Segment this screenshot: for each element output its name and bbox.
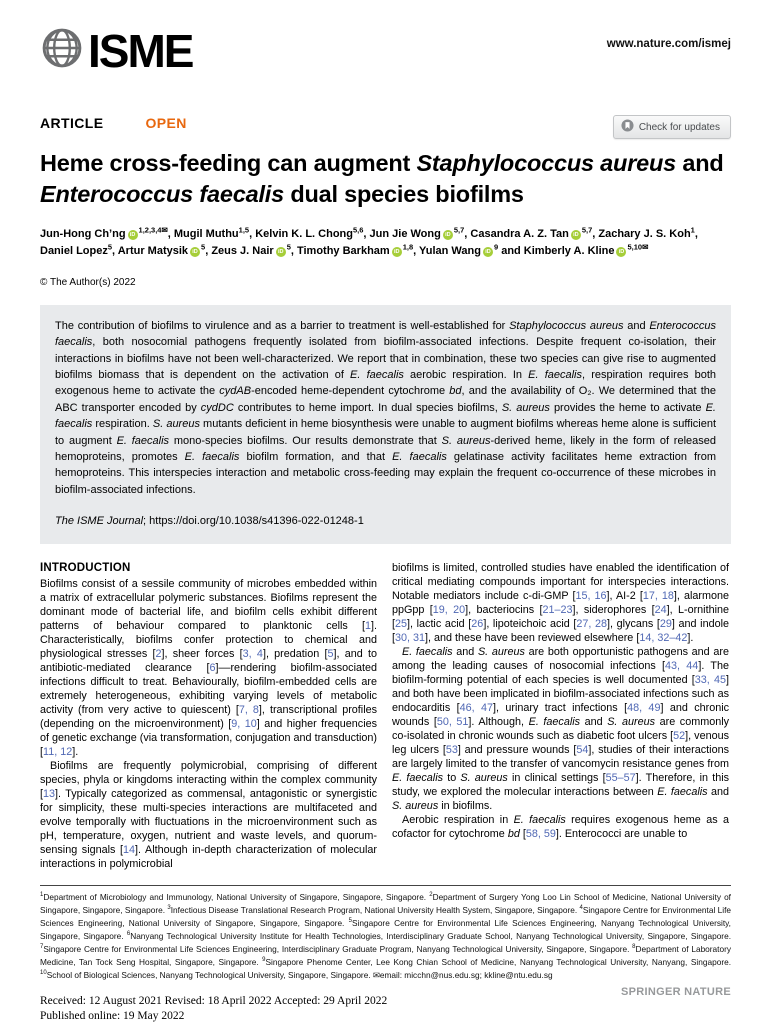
isme-logo — [40, 26, 192, 75]
body-paragraph: biofilms is limited, controlled studies have enabled the identification of critical mediating compounds important for interspecies interactions. Notable mediators include c-di-GMP [15, 16], AI-2 [17, 18], alarmone ppGpp [19, 20], bacteriocins [21–23], siderophores [24], L-ornithine [25], lactic acid [26], lipoteichoic acid [27, 28], glycans [29] and indole [30, 31], and these have been reviewed elsewhere [14, 32–42]. — [392, 561, 729, 644]
reference-link[interactable]: 55–57 — [605, 771, 636, 784]
reference-link[interactable]: 50, 51 — [436, 715, 469, 728]
body-paragraph: Biofilms consist of a sessile community of microbes embedded within a matrix of extracellular polymeric substances. Biofilms represent the dominant mode of bacterial life, and biofilm cells exhibit different patterns of behaviour compared to planktonic cells [1]. Characteristically, biofilms confer protection to chemical and physiological stresses [2], sheer forces [3, 4], predation [5], and to antibiotic-mediated clearance [6]––rendering biofilm-associated infections difficult to treat. Behaviourally, biofilm-embedded cells are extremely heterogeneous, exhibiting varying levels of metabolic activity (from very active to quiescent) [7, 8], transcriptional profiles (depending on the microenvironment) [9, 10] and higher frequencies of genetic exchange (via transformation, conjugation and transduction) [11, 12]. — [40, 577, 378, 758]
reference-link[interactable]: 1 — [364, 619, 371, 632]
reference-link[interactable]: 5 — [327, 647, 334, 660]
published-online-line: Published online: 19 May 2022 — [40, 1009, 185, 1022]
body-paragraph: Biofilms are frequently polymicrobial, comprising of different species, phyla or kingdoms interacting within the complex community [13]. Typically categorized as commensal, antagonistic or synergistic for simplicity, these multi-species interactions are multifaceted and evolve temporally with fluctuations in the microenvironment such as pH, temperature, oxygen, nutrient and waste levels, and quorum-sensing signals [14]. Although in-depth characterization of molecular interactions in polymicrobial — [40, 759, 377, 870]
reference-link[interactable]: 48, 49 — [627, 701, 661, 714]
open-access-label: OPEN — [145, 115, 187, 131]
footnote-divider — [40, 885, 731, 886]
right-column-paragraphs — [392, 561, 729, 841]
abstract-box — [40, 305, 731, 544]
right-column — [392, 561, 729, 871]
orcid-icon[interactable]: iD — [392, 247, 402, 257]
page-header — [40, 26, 731, 75]
orcid-icon[interactable]: iD — [190, 247, 200, 257]
reference-link[interactable]: 26 — [471, 617, 484, 630]
left-column-paragraphs — [40, 577, 377, 871]
reference-link[interactable]: 43, 44 — [665, 659, 699, 672]
reference-link[interactable]: 14 — [123, 843, 136, 856]
abstract-text: The contribution of biofilms to virulence and as a barrier to treatment is well-established for Staphylococcus aureus and Enterococcus faecalis, both nosocomial pathogens frequently isolated from biofilm-associated infections. Despite frequent co-isolation, their interactions in biofilms have not been well-characterized. We report that in combination, these two species can give rise to augmented biofilms biomass that is dependent on the activation of E. faecalis aerobic respiration. In E. faecalis, respiration requires both exogenous heme to activate the cydAB-encoded heme-dependent cytochrome bd, and the availability of O₂. We determined that the ABC transporter encoded by cydDC contributes to heme import. In dual species biofilms, S. aureus provides the heme to activate E. faecalis respiration. S. aureus mutants deficient in heme biosynthesis were unable to augment biofilms whereas heme alone is sufficient to augment E. faecalis mono-species biofilms. Our results demonstrate that S. aureus-derived heme, likely in the form of released hemoproteins, promotes E. faecalis biofilm formation, and that E. faecalis gelatinase activity facilitates heme extraction from hemoproteins. This interspecies interaction and metabolic cross-feeding may explain the frequent co-occurrence of these microbes in biofilm-associated infections. — [55, 319, 717, 496]
reference-link[interactable]: 52 — [673, 729, 686, 742]
reference-link[interactable]: 53 — [445, 743, 458, 756]
reference-link[interactable]: 9, 10 — [231, 717, 257, 730]
journal-url[interactable]: www.nature.com/ismej — [606, 38, 731, 50]
reference-link[interactable]: 24 — [654, 603, 667, 616]
springer-nature-logo: SPRINGER NATURE — [620, 986, 731, 998]
left-column — [40, 561, 377, 871]
body-paragraph: Aerobic respiration in E. faecalis requires exogenous heme as a cofactor for cytochrome bd [58, 59]. Enterococci are unable to — [392, 813, 729, 840]
reference-link[interactable]: 13 — [43, 787, 56, 800]
check-for-updates-label: Check for updates — [638, 121, 720, 133]
orcid-icon[interactable]: iD — [276, 247, 286, 257]
copyright-line: © The Author(s) 2022 — [40, 276, 136, 288]
orcid-icon[interactable]: iD — [483, 247, 493, 257]
reference-link[interactable]: 15, 16 — [575, 589, 607, 602]
crossmark-icon — [621, 119, 634, 135]
reference-link[interactable]: 3, 4 — [242, 647, 263, 660]
introduction-heading: INTRODUCTION — [40, 561, 131, 574]
reference-link[interactable]: 19, 20 — [432, 603, 466, 616]
globe-icon — [40, 26, 84, 75]
reference-link[interactable]: 14, 32–42 — [639, 631, 688, 644]
body-paragraph: E. faecalis and S. aureus are both opportunistic pathogens and are among the leading causes of nosocomial infections [43, 44]. The biofilm-forming potential of each species is well documented [33, 45] and both have been implicated in biofilm-associated infections such as endocarditis [46, 47], urinary tract infections [48, 49] and chronic wounds [50, 51]. Although, E. faecalis and S. aureus are commonly co-isolated in chronic wounds such as diabetic foot ulcers [52], venous leg ulcers [53] and pressure wounds [54], studies of their interactions are largely limited to the transfer of vancomycin resistance genes from E. faecalis to S. aureus in clinical settings [55–57]. Therefore, in this study, we explored the molecular interactions between E. faecalis and S. aureus in biofilms. — [392, 645, 730, 812]
orcid-icon[interactable]: iD — [443, 230, 453, 240]
author-list: Jun-Hong Ch’ng $iD^{1,2,3,4✉}$, Mugil Muthu$^{1,5}$, Kelvin K. L. Chong$^{5,6}$, Jun Jie Wong iD$^{5,7}$, Casandra A. Z. Tan iD$^{5,7}$, Zachary J. S. Koh$^1$, Daniel Lopez$^5$, Artur Matysik $iD^5$, Zeus J. Nair $iD^5$, Timothy Barkham iD$^{1,8}$, Yulan Wang $iD^9$ and Kimberly A. Kline $iD^{5,10✉}$ — [40, 225, 698, 257]
body-columns — [40, 561, 731, 871]
reference-link[interactable]: 6 — [209, 661, 216, 674]
doi-line[interactable]: The ISME Journal; https://doi.org/10.1038/s41396-022-01248-1 — [55, 515, 364, 528]
reference-link[interactable]: 21–23 — [542, 603, 573, 616]
reference-link[interactable]: 58, 59 — [525, 827, 556, 840]
article-labels — [40, 115, 187, 131]
check-for-updates-button[interactable] — [613, 115, 731, 139]
article-meta-row — [40, 115, 731, 139]
reference-link[interactable]: 7, 8 — [238, 703, 259, 716]
affiliations-footnotes: $^1$Department of Microbiology and Immunology, National University of Singapore, Singapore, Singapore. $^2$Department of Surgery Yong Loo Lin School of Medicine, National University of Singapore, Singapore, Singapore. $^3$Infectious Disease Translational Research Program, National University Health System, Singapore, Singapore. $^4$Singapore Centre for Environmental Life Sciences Engineering, National University of Singapore, Singapore, Singapore. $^5$Singapore Centre for Environmental Life Sciences Engineering, Nanyang Technological University, Singapore, Singapore. $^6$Nanyang Technological University Institute for Health Technologies, Interdisciplinary Graduate School, Nanyang Technological University, Singapore, Singapore. $^7$Singapore Centre for Environmental Life Sciences Engineering, Interdisciplinary Graduate Program, Nanyang Technological University, Singapore, Singapore. $^8$Department of Laboratory Medicine, Tan Tock Seng Hospital, Singapore, Singapore. $^9$Singapore Phenome Center, Lee Kong Chian School of Medicine, Nanyang Technological University, Nanyang, Singapore. $^{10}$School of Biological Sciences, Nanyang Technological University, Singapore, Singapore. ✉email: micchn@nus.edu.sg; kkline@ntu.edu.sg — [40, 891, 732, 980]
received-revised-accepted-line: Received: 12 August 2021 Revised: 18 April 2022 Accepted: 29 April 2022 — [40, 994, 388, 1007]
reference-link[interactable]: 46, 47 — [459, 701, 493, 714]
reference-link[interactable]: 27, 28 — [576, 617, 608, 630]
reference-link[interactable]: 33, 45 — [694, 673, 726, 686]
article-history — [40, 994, 731, 1024]
article-type-label: ARTICLE — [40, 115, 104, 131]
reference-link[interactable]: 11, 12 — [43, 745, 73, 758]
orcid-icon[interactable]: iD — [128, 230, 138, 240]
reference-link[interactable]: 17, 18 — [642, 589, 674, 602]
reference-link[interactable]: 54 — [576, 743, 589, 756]
article-title: Heme cross-feeding can augment Staphylococcus aureus and Enterococcus faecalis dual species biofilms — [40, 150, 724, 207]
reference-link[interactable]: 2 — [155, 647, 162, 660]
reference-link[interactable]: 29 — [659, 617, 672, 630]
orcid-icon[interactable]: iD — [616, 247, 626, 257]
orcid-icon[interactable]: iD — [571, 230, 581, 240]
logo-wordmark: ISME — [88, 24, 193, 77]
reference-link[interactable]: 25 — [395, 617, 408, 630]
reference-link[interactable]: 30, 31 — [395, 631, 426, 644]
